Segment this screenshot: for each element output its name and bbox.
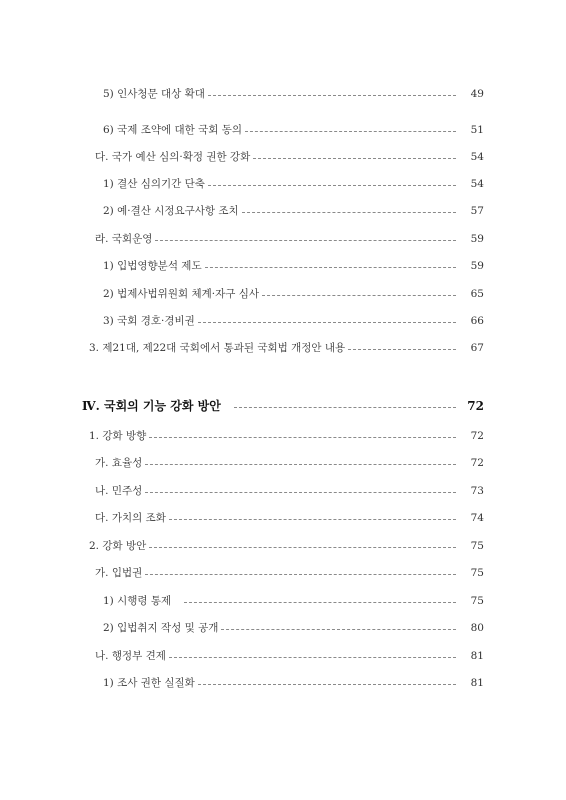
toc-entry-title: 다. 가치의 조화 bbox=[95, 512, 166, 524]
toc-entry-page: 54 bbox=[470, 178, 484, 190]
toc-entry[interactable] bbox=[95, 483, 484, 499]
dot-leader bbox=[145, 574, 456, 575]
toc-entry[interactable] bbox=[103, 620, 484, 636]
toc-entry[interactable] bbox=[103, 258, 484, 274]
toc-entry-page: 49 bbox=[470, 88, 484, 100]
toc-entry[interactable] bbox=[89, 428, 484, 444]
dot-leader bbox=[149, 437, 456, 438]
toc-entry-page: 67 bbox=[470, 342, 484, 354]
dot-leader bbox=[221, 629, 456, 630]
toc-entry[interactable] bbox=[95, 648, 484, 664]
toc-chapter-entry[interactable] bbox=[82, 398, 484, 414]
toc-chapter-title: Ⅳ. 국회의 기능 강화 방안 bbox=[82, 399, 221, 413]
dot-leader bbox=[149, 547, 456, 548]
dot-leader bbox=[169, 519, 456, 520]
toc-entry[interactable] bbox=[103, 203, 484, 219]
toc-entry[interactable] bbox=[95, 231, 484, 247]
dot-leader bbox=[262, 295, 456, 296]
toc-entry[interactable] bbox=[95, 565, 484, 581]
toc-entry-page: 75 bbox=[470, 567, 484, 579]
toc-entry-title: 1) 시행령 통제 bbox=[103, 595, 172, 607]
toc-entry-title: 6) 국제 조약에 대한 국회 동의 bbox=[103, 124, 243, 136]
toc-entry-title: 1. 강화 방향 bbox=[89, 430, 147, 442]
toc-entry[interactable] bbox=[103, 286, 484, 302]
dot-leader bbox=[234, 407, 456, 408]
toc-entry[interactable] bbox=[103, 313, 484, 329]
toc-entry-page: 81 bbox=[470, 650, 484, 662]
dot-leader bbox=[205, 267, 456, 268]
toc-entry-page: 54 bbox=[470, 151, 484, 163]
toc-entry-title: 2) 입법취지 작성 및 공개 bbox=[103, 622, 219, 634]
toc-entry-title: 나. 행정부 견제 bbox=[95, 650, 166, 662]
toc-entry-title: 1) 조사 권한 실질화 bbox=[103, 677, 195, 689]
dot-leader bbox=[155, 240, 456, 241]
toc-entry-page: 72 bbox=[470, 457, 484, 469]
dot-leader bbox=[145, 464, 456, 465]
toc-entry[interactable] bbox=[95, 510, 484, 526]
toc-entry-page: 74 bbox=[470, 512, 484, 524]
toc-entry[interactable] bbox=[103, 675, 484, 691]
toc-entry[interactable] bbox=[89, 538, 484, 554]
dot-leader bbox=[184, 602, 456, 603]
toc-entry[interactable] bbox=[95, 455, 484, 471]
dot-leader bbox=[198, 322, 456, 323]
toc-entry[interactable] bbox=[103, 593, 484, 609]
toc-entry[interactable] bbox=[103, 122, 484, 138]
dot-leader bbox=[242, 212, 456, 213]
dot-leader bbox=[253, 158, 456, 159]
dot-leader bbox=[198, 684, 456, 685]
toc-entry-page: 57 bbox=[470, 205, 484, 217]
dot-leader bbox=[145, 492, 456, 493]
toc-entry-page: 59 bbox=[470, 260, 484, 272]
dot-leader bbox=[208, 185, 456, 186]
toc-entry-title: 3. 제21대, 제22대 국회에서 통과된 국회법 개정안 내용 bbox=[89, 342, 346, 354]
toc-chapter-page: 72 bbox=[467, 399, 484, 413]
toc-entry-title: 2) 예·결산 시정요구사항 조치 bbox=[103, 205, 239, 217]
toc-entry-page: 80 bbox=[470, 622, 484, 634]
toc-entry-page: 59 bbox=[470, 233, 484, 245]
toc-entry-title: 나. 민주성 bbox=[95, 485, 143, 497]
toc-entry-title: 라. 국회운영 bbox=[95, 233, 153, 245]
toc-entry-title: 5) 인사청문 대상 확대 bbox=[103, 88, 205, 100]
toc-entry-page: 81 bbox=[470, 677, 484, 689]
toc-entry-page: 65 bbox=[470, 288, 484, 300]
toc-entry[interactable] bbox=[103, 176, 484, 192]
toc-entry-title: 3) 국회 경호·경비권 bbox=[103, 315, 195, 327]
toc-entry-title: 1) 결산 심의기간 단축 bbox=[103, 178, 205, 190]
toc-entry-title: 2) 법제사법위원회 체계·자구 심사 bbox=[103, 288, 259, 300]
dot-leader bbox=[245, 131, 456, 132]
toc-entry-title: 1) 입법영향분석 제도 bbox=[103, 260, 202, 272]
toc-entry-page: 51 bbox=[470, 124, 484, 136]
toc-entry-title: 가. 입법권 bbox=[95, 567, 143, 579]
toc-entry-page: 75 bbox=[470, 540, 484, 552]
toc-entry[interactable] bbox=[95, 149, 484, 165]
toc-entry-page: 75 bbox=[470, 595, 484, 607]
toc-entry[interactable] bbox=[89, 340, 484, 356]
dot-leader bbox=[208, 95, 456, 96]
toc-entry-title: 가. 효율성 bbox=[95, 457, 143, 469]
dot-leader bbox=[169, 657, 456, 658]
toc-entry[interactable] bbox=[103, 86, 484, 102]
toc-entry-title: 2. 강화 방안 bbox=[89, 540, 147, 552]
toc-entry-page: 72 bbox=[470, 430, 484, 442]
dot-leader bbox=[348, 349, 456, 350]
toc-entry-title: 다. 국가 예산 심의·확정 권한 강화 bbox=[95, 151, 251, 163]
toc-entry-page: 73 bbox=[470, 485, 484, 497]
toc-entry-page: 66 bbox=[470, 315, 484, 327]
